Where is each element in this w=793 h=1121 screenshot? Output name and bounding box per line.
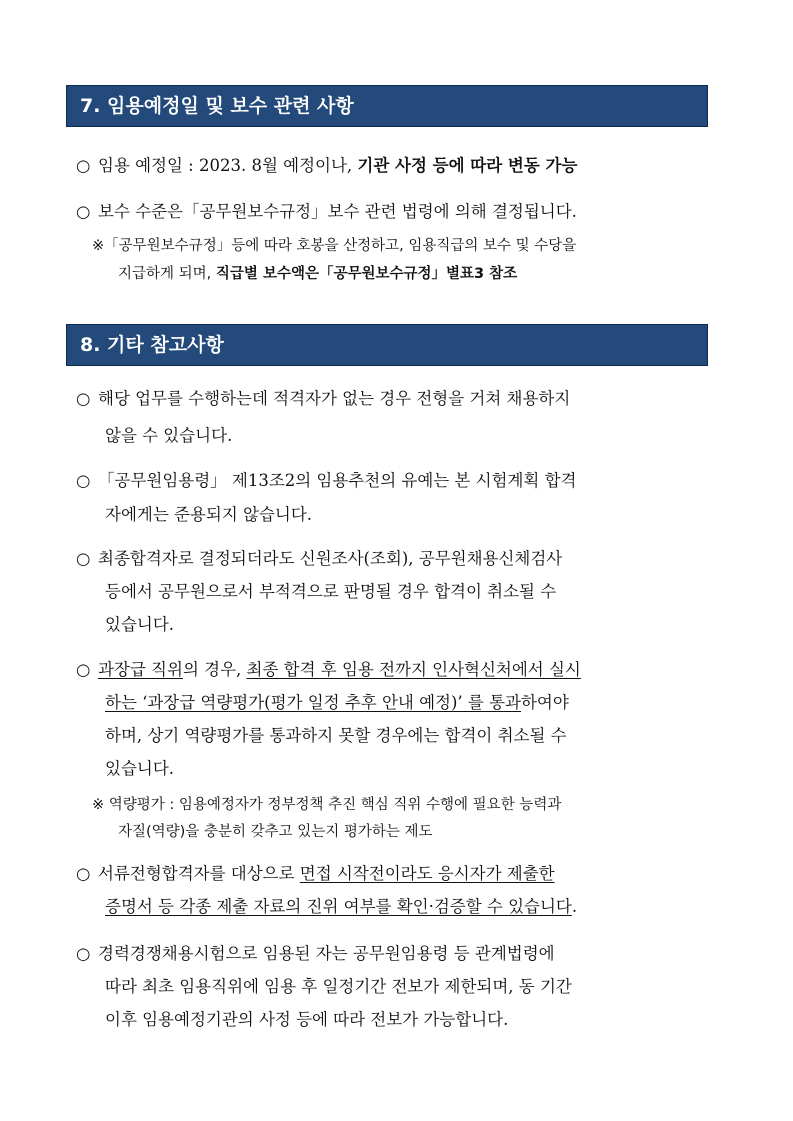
- bullet: ○: [76, 389, 91, 408]
- underlined-text: 증명서 등 각종 제출 자료의 진위 여부를 확인·검증할 수 있습니다: [105, 897, 572, 916]
- section-8-header: [66, 324, 708, 366]
- item-line: 이후 임용예정기관의 사정 등에 따라 전보가 가능합니다.: [105, 1010, 509, 1029]
- item-line: 있습니다.: [105, 759, 175, 778]
- item-text: 임용 예정일 : 2023. 8월 예정이나,: [98, 156, 358, 175]
- item-line: 경력경쟁채용시험으로 임용된 자는 공무원임용령 등 관계법령에: [98, 944, 555, 963]
- bullet: ○: [76, 549, 91, 568]
- item-text: 의 경우,: [182, 660, 247, 679]
- bullet: ○: [76, 156, 91, 175]
- underlined-text: 과장급 직위: [98, 660, 183, 679]
- item-line: 있습니다.: [105, 615, 175, 634]
- underlined-text: 하는 ‘과장급 역량평가(평가 일정 추후 안내 예정)’ 를 통과: [105, 693, 521, 712]
- section-7-title: 7. 임용예정일 및 보수 관련 사항: [80, 95, 354, 117]
- item-line: 등에서 공무원으로서 부적격으로 판명될 경우 합격이 취소될 수: [105, 582, 557, 601]
- section-8-title: 8. 기타 참고사항: [80, 334, 224, 356]
- note-line: 자질(역량)을 충분히 갖추고 있는지 평가하는 제도: [118, 824, 433, 840]
- item-line: 따라 최초 임용직위에 임용 후 일정기간 전보가 제한되며, 동 기간: [105, 977, 572, 996]
- underlined-text: 최종 합격 후 임용 전까지 인사혁신처에서 실시: [246, 660, 581, 679]
- item-text: 서류전형합격자를 대상으로: [98, 864, 300, 883]
- item-text: 보수 수준은「공무원보수규정」보수 관련 법령에 의해 결정됩니다.: [98, 202, 577, 221]
- item-line: 않을 수 있습니다.: [105, 426, 233, 445]
- item-line: 해당 업무를 수행하는데 적격자가 없는 경우 전형을 거쳐 채용하지: [98, 389, 571, 408]
- bullet: ○: [76, 864, 91, 883]
- item-line: 「공무원임용령」 제13조2의 임용추천의 유예는 본 시험계획 합격: [98, 471, 577, 490]
- bullet: ○: [76, 471, 91, 490]
- item-text: .: [571, 897, 578, 916]
- underlined-text: 면접 시작전이라도 응시자가 제출한: [299, 864, 555, 883]
- item-text: 하여야: [520, 693, 569, 712]
- item-line: 하며, 상기 역량평가를 통과하지 못할 경우에는 합격이 취소될 수: [105, 726, 567, 745]
- bullet: ○: [76, 660, 91, 679]
- note-bold-text: 직급별 보수액은「공무원보수규정」별표3 참조: [215, 266, 518, 282]
- item-bold-text: 기관 사정 등에 따라 변동 가능: [357, 156, 578, 175]
- bullet: ○: [76, 202, 91, 221]
- item-line: 최종합격자로 결정되더라도 신원조사(조회), 공무원채용신체검사: [98, 549, 563, 568]
- note-line: ※「공무원보수규정」등에 따라 호봉을 산정하고, 임용직급의 보수 및 수당을: [92, 238, 577, 254]
- bullet: ○: [76, 944, 91, 963]
- note-text: 지급하게 되며,: [118, 266, 216, 282]
- item-line: 자에게는 준용되지 않습니다.: [105, 505, 313, 524]
- section-7-header: [66, 85, 708, 127]
- note-line: ※ 역량평가 : 임용예정자가 정부정책 추진 핵심 직위 수행에 필요한 능력과: [92, 797, 562, 813]
